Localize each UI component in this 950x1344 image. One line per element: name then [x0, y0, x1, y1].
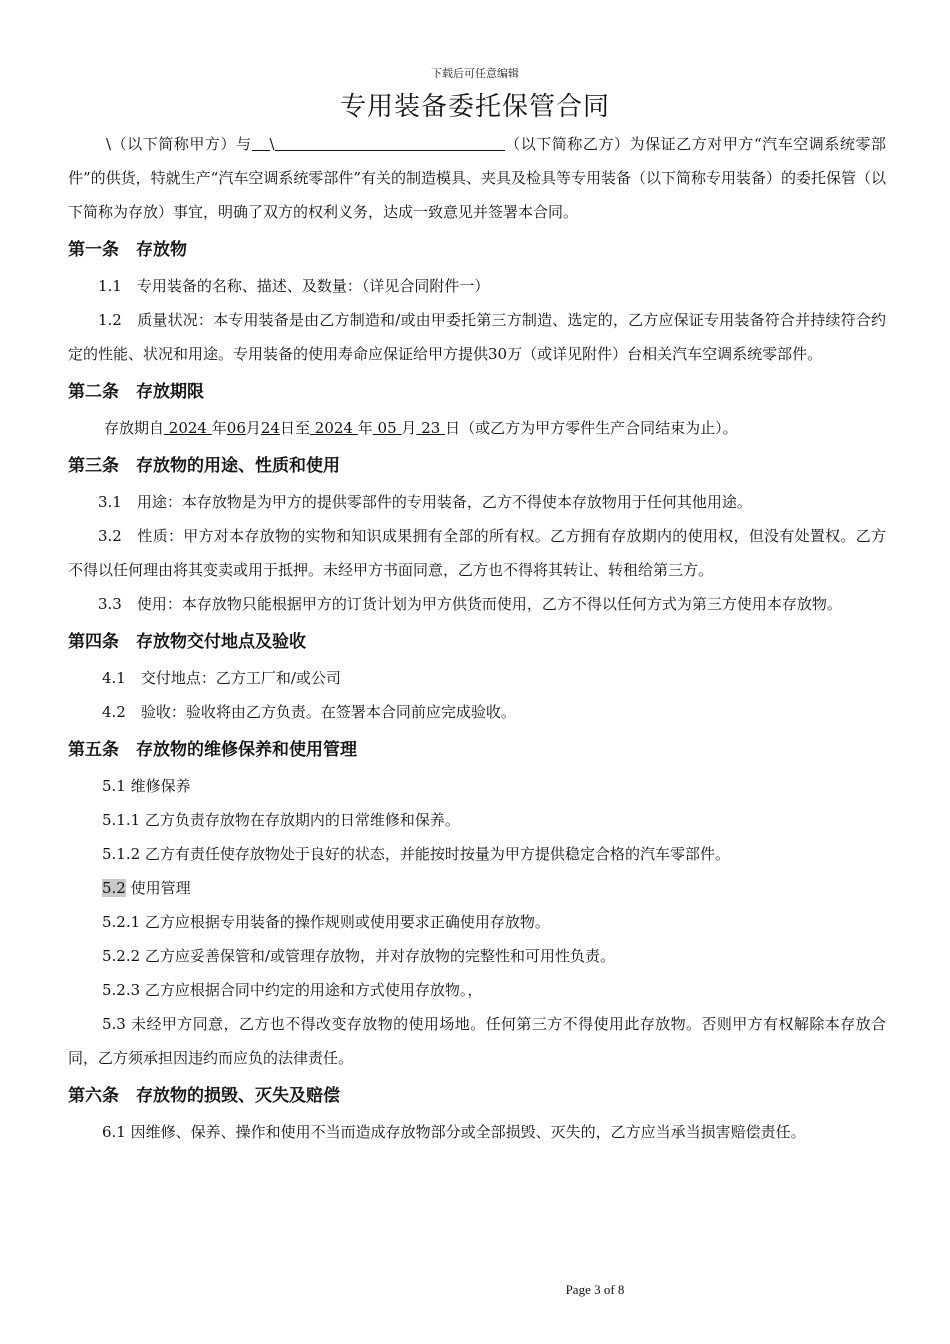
clause-6-title: 第六条 存放物的损毁、灭失及赔偿	[68, 1086, 340, 1106]
clause-5-2-2: 5.2.2 乙方应妥善保管和/或管理存放物，并对存放物的完整性和可用性负责。	[102, 947, 615, 965]
clause-4-2: 4.2 验收：验收将由乙方负责。在签署本合同前应完成验收。	[102, 703, 516, 721]
intro-body: （以下简称乙方）为保证乙方对甲方“汽车空调系统零部件”的供货，特就生产“汽车空调系统零部件”有关的制造模具、夹具及检具等专用装备（以下简称专用装备）的委托保管（以下简称为存放）事宜，明确了双方的权利义务，达成一致意见并签署本合同。	[68, 135, 887, 221]
period-prefix: 存放期自	[104, 419, 165, 437]
start-year: 2024	[168, 419, 207, 437]
month-label-2: 月	[401, 419, 417, 437]
clause-1-title: 第一条 存放物	[68, 240, 187, 260]
start-month: 06	[226, 419, 246, 437]
clause-5-3: 5.3 未经甲方同意，乙方也不得改变存放物的使用场地。任何第三方不得使用此存放物。否则甲方有权解除本存放合同，乙方须承担因违约而应负的法律责任。	[68, 1015, 886, 1067]
clause-6-1: 6.1 因维修、保养、操作和使用不当而造成存放物部分或全部损毁、灭失的，乙方应当承当损害赔偿责任。	[102, 1123, 806, 1141]
period-suffix: 日（或乙方为甲方零件生产合同结束为止）。	[445, 419, 738, 437]
year-label-2: 年	[357, 419, 373, 437]
document-title: 专用装备委托保管合同	[339, 92, 610, 122]
intro-party-a: \（以下简称甲方）与	[106, 135, 252, 153]
clause-5-2-number: 5.2	[102, 879, 126, 897]
year-label: 年	[211, 419, 227, 437]
clause-5-2-3: 5.2.3 乙方应根据合同中约定的用途和方式使用存放物。，	[102, 981, 483, 999]
header-note: 下载后可任意编辑	[431, 67, 519, 80]
end-day: 23	[421, 419, 441, 437]
clause-5-1: 5.1 维修保养	[102, 777, 191, 795]
clause-2-title: 第二条 存放期限	[68, 382, 204, 402]
clause-1-2: 1.2 质量状况：本专用装备是由乙方制造和/或由甲委托第三方制造、选定的，乙方应保证专用装备符合并持续符合约定的性能、状况和用途。专用装备的使用寿命应保证给甲方提供30万（或详见附件）台相关汽车空调系统零部件。	[68, 311, 886, 363]
clause-5-2-label: 使用管理	[125, 879, 191, 897]
clause-5-1-1: 5.1.1 乙方负责存放物在存放期内的日常维修和保养。	[102, 811, 460, 829]
clause-2-body	[68, 411, 886, 445]
clause-4-title: 第四条 存放物交付地点及验收	[68, 632, 306, 652]
clause-3-3: 3.3 使用：本存放物只能根据甲方的订货计划为甲方供货而使用，乙方不得以任何方式为第三方使用本存放物。	[98, 595, 842, 613]
clause-5-title: 第五条 存放物的维修保养和使用管理	[68, 740, 357, 760]
clause-3-title: 第三条 存放物的用途、性质和使用	[68, 456, 340, 476]
intro-paragraph	[68, 127, 886, 229]
end-month: 05	[377, 419, 397, 437]
document-body	[68, 127, 886, 1149]
page-number: Page 3 of 8	[565, 1282, 625, 1297]
clause-3-1: 3.1 用途：本存放物是为甲方的提供零部件的专用装备，乙方不得使本存放物用于任何其他用途。	[98, 493, 752, 511]
month-label: 月	[245, 419, 261, 437]
clause-5-2-1: 5.2.1 乙方应根据专用装备的操作规则或使用要求正确使用存放物。	[102, 913, 550, 931]
clause-4-1: 4.1 交付地点：乙方工厂和/或公司	[102, 669, 341, 687]
intro-separator: \	[269, 135, 275, 153]
clause-5-2	[68, 871, 886, 905]
clause-5-1-2: 5.1.2 乙方有责任使存放物处于良好的状态，并能按时按量为甲方提供稳定合格的汽车零部件。	[102, 845, 730, 863]
clause-1-1: 1.1 专用装备的名称、描述、及数量：（详见合同附件一）	[98, 277, 490, 295]
party-a-blank	[252, 134, 270, 151]
party-b-blank	[275, 134, 505, 151]
day-to-label: 日至	[279, 419, 310, 437]
end-year: 2024	[314, 419, 353, 437]
start-day: 24	[260, 419, 280, 437]
clause-3-2: 3.2 性质：甲方对本存放物的实物和知识成果拥有全部的所有权。乙方拥有存放期内的使用权，但没有处置权。乙方不得以任何理由将其变卖或用于抵押。未经甲方书面同意，乙方也不得将其转让、转租给第三方。	[68, 527, 886, 579]
